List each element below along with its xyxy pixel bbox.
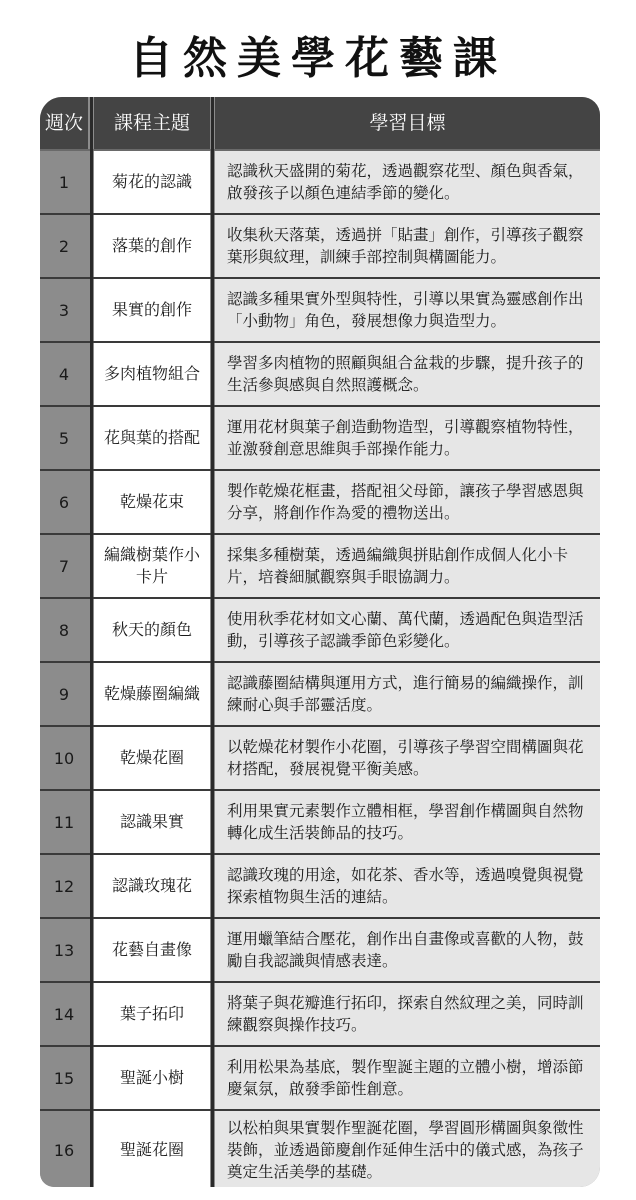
table-row (40, 533, 600, 597)
table-row (40, 725, 600, 789)
course-topic: 秋天的顏色 (94, 599, 210, 661)
learning-goal: 認識多種果實外型與特性，引導以果實為靈感創作出「小動物」角色，發展想像力與造型力。 (215, 279, 600, 341)
week-number: 16 (40, 1111, 88, 1187)
learning-goal: 運用花材與葉子創造動物造型，引導觀察植物特性，並激發創意思維與手部操作能力。 (215, 407, 600, 469)
table-row (40, 277, 600, 341)
table-row (40, 405, 600, 469)
learning-goal: 認識藤圈結構與運用方式，進行簡易的編織操作，訓練耐心與手部靈活度。 (215, 663, 600, 725)
learning-goal: 以乾燥花材製作小花圈，引導孩子學習空間構圖與花材搭配，發展視覺平衡美感。 (215, 727, 600, 789)
course-topic: 乾燥藤圈編織 (94, 663, 210, 725)
table-row (40, 789, 600, 853)
week-number: 3 (40, 279, 88, 341)
course-topic: 葉子拓印 (94, 983, 210, 1045)
week-number: 6 (40, 471, 88, 533)
week-number: 9 (40, 663, 88, 725)
week-number: 5 (40, 407, 88, 469)
header-week: 週次 (40, 97, 88, 149)
learning-goal: 認識秋天盛開的菊花，透過觀察花型、顏色與香氣，啟發孩子以顏色連結季節的變化。 (215, 151, 600, 213)
learning-goal: 製作乾燥花框畫，搭配祖父母節，讓孩子學習感恩與分享，將創作作為愛的禮物送出。 (215, 471, 600, 533)
learning-goal: 收集秋天落葉，透過拼「貼畫」創作，引導孩子觀察葉形與紋理，訓練手部控制與構圖能力。 (215, 215, 600, 277)
week-number: 14 (40, 983, 88, 1045)
table-row (40, 213, 600, 277)
week-number: 7 (40, 535, 88, 597)
course-topic: 花與葉的搭配 (94, 407, 210, 469)
week-number: 12 (40, 855, 88, 917)
table-row (40, 149, 600, 213)
course-topic: 多肉植物組合 (94, 343, 210, 405)
table-row (40, 1109, 600, 1187)
week-number: 2 (40, 215, 88, 277)
learning-goal: 將葉子與花瓣進行拓印，探索自然紋理之美，同時訓練觀察與操作技巧。 (215, 983, 600, 1045)
header-goal: 學習目標 (215, 97, 600, 149)
week-number: 10 (40, 727, 88, 789)
table-row (40, 981, 600, 1045)
week-number: 4 (40, 343, 88, 405)
column-divider (211, 97, 214, 1187)
learning-goal: 認識玫瑰的用途，如花茶、香水等，透過嗅覺與視覺探索植物與生活的連結。 (215, 855, 600, 917)
learning-goal: 利用果實元素製作立體相框，學習創作構圖與自然物轉化成生活裝飾品的技巧。 (215, 791, 600, 853)
learning-goal: 使用秋季花材如文心蘭、萬代蘭，透過配色與造型活動，引導孩子認識季節色彩變化。 (215, 599, 600, 661)
week-number: 13 (40, 919, 88, 981)
table-row (40, 469, 600, 533)
course-topic: 認識果實 (94, 791, 210, 853)
table-row (40, 597, 600, 661)
learning-goal: 運用蠟筆結合壓花，創作出自畫像或喜歡的人物，鼓勵自我認識與情感表達。 (215, 919, 600, 981)
course-topic: 花藝自畫像 (94, 919, 210, 981)
course-table (40, 97, 600, 1187)
learning-goal: 利用松果為基底，製作聖誕主題的立體小樹，增添節慶氣氛，啟發季節性創意。 (215, 1047, 600, 1109)
course-topic: 落葉的創作 (94, 215, 210, 277)
page-title: 自然美學花藝課 (129, 33, 507, 84)
table-body (40, 149, 600, 1187)
course-topic: 果實的創作 (94, 279, 210, 341)
week-number: 11 (40, 791, 88, 853)
table-row (40, 1045, 600, 1109)
table-row (40, 341, 600, 405)
table-row (40, 661, 600, 725)
table-row (40, 853, 600, 917)
learning-goal: 學習多肉植物的照顧與組合盆栽的步驟，提升孩子的生活參與感與自然照護概念。 (215, 343, 600, 405)
week-number: 15 (40, 1047, 88, 1109)
course-topic: 乾燥花圈 (94, 727, 210, 789)
week-number: 1 (40, 151, 88, 213)
course-topic: 菊花的認識 (94, 151, 210, 213)
header-topic: 課程主題 (94, 97, 210, 149)
course-topic: 編織樹葉作小卡片 (94, 535, 210, 597)
learning-goal: 以松柏與果實製作聖誕花圈，學習圓形構圖與象徵性裝飾，並透過節慶創作延伸生活中的儀式感，為孩子奠定生活美學的基礎。 (215, 1111, 600, 1187)
column-divider (90, 97, 93, 1187)
week-number: 8 (40, 599, 88, 661)
course-topic: 聖誕小樹 (94, 1047, 210, 1109)
learning-goal: 採集多種樹葉，透過編織與拼貼創作成個人化小卡片，培養細膩觀察與手眼協調力。 (215, 535, 600, 597)
course-topic: 認識玫瑰花 (94, 855, 210, 917)
course-topic: 乾燥花束 (94, 471, 210, 533)
table-row (40, 917, 600, 981)
course-topic: 聖誕花圈 (94, 1111, 210, 1187)
